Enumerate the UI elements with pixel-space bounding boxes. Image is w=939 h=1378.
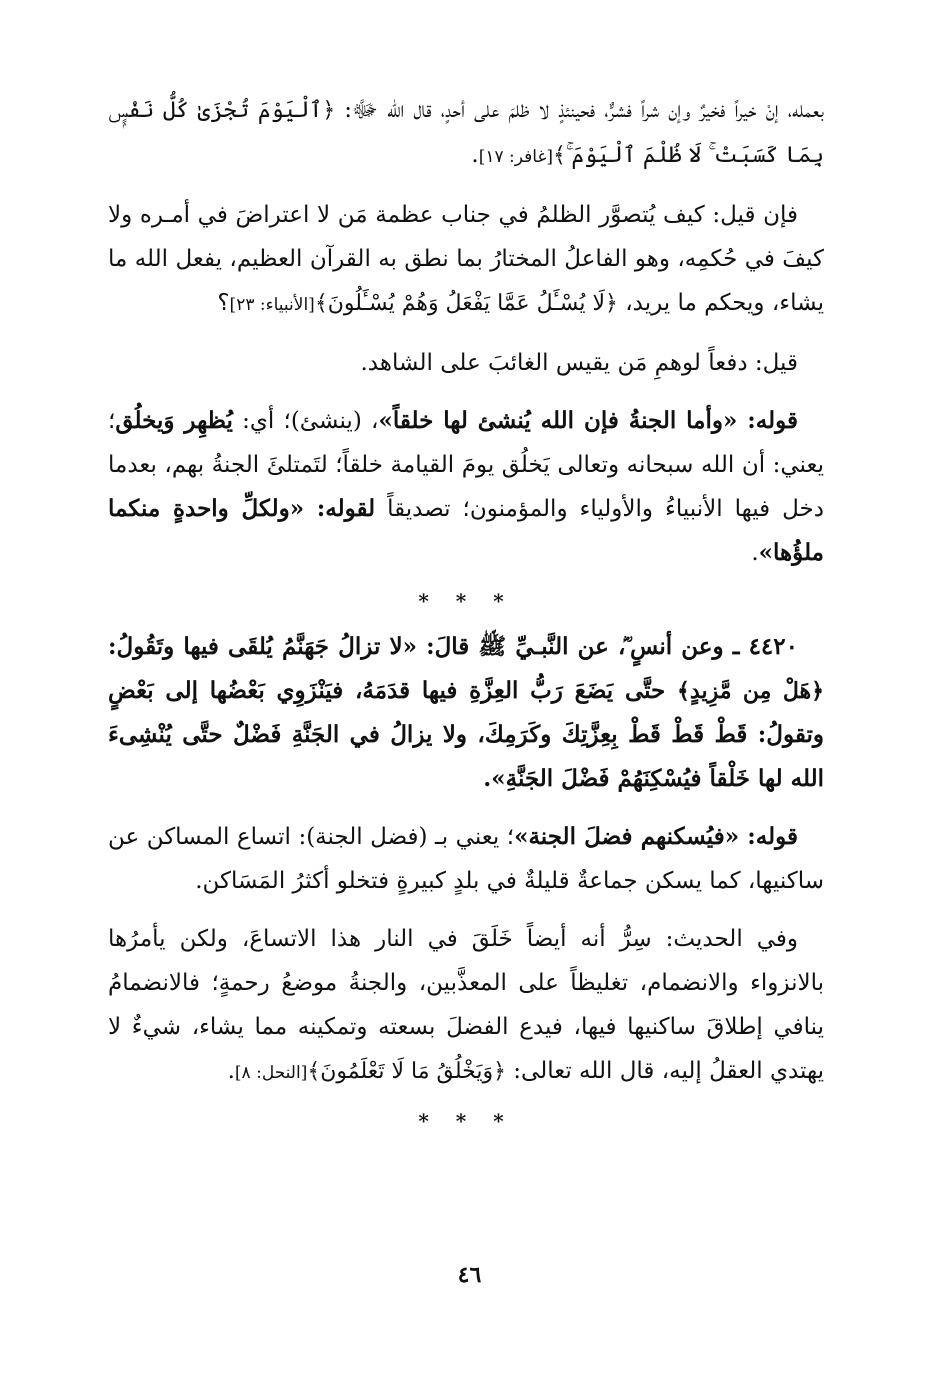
text: وفي الحديث: سِرُّ أنه أيضاً خَلَقَ في النار هذا الاتساعَ، ولكن يأمرُها بالانزواء والانضمام، تغليظاً على المعذَّبين، والجنةُ موضعُ رحمةٍ؛ فالانضمامُ ينافي إطلاقَ ساكنيها فيها، فيدع الفضلَ بسعته وتمكينه مما يشاء، شيءٌ لا يهتدي العقلُ إليه، قال الله تعالى:: [108, 926, 824, 1084]
section-separator: * * *: [418, 589, 514, 613]
text: بعمله، إنْ خيراً فخيرٌ وإن شراً فشرٌّ، فحينئذٍ لا ظلمَ على أحدٍ، قال الله ﷻ:: [335, 97, 824, 123]
hadith-text: حتَّى يَضَعَ رَبُّ العِزَّةِ فيها قدَمَهُ، فيَنْزَوِي بَعْضُها إلى بَعْضٍ وتقولُ: قَطْ قَطْ قَطْ بِعِزَّتِكَ وكَرَمِكَ، ولا يزالُ في الجَنَّةِ فَضْلٌ حتَّى يُنْشِىءَ الله لها خَلْقاً فيُسْكِنَهُمْ فَضْلَ الجَنَّةِ».: [108, 677, 824, 792]
text: ؛ يعني بـ (فضل الجنة): اتساع المساكن عن ساكنيها، كما يسكن جماعةٌ قليلةٌ في بلدٍ كبيرةٍ فتخلو أكثرُ المَسَاكن.: [108, 824, 824, 894]
paragraph-4: [108, 399, 824, 575]
text: قيل: دفعاً لوهمِ مَن يقيس الغائبَ على الشاهد.: [360, 350, 798, 376]
hadith-text: ٤٤٢٠ ـ وعن أنسٍ ؓ، عن النَّبـيِّ ﷺ قالَ: «لا تزالُ جَهَنَّمُ يُلقَى فيها وتَقُولُ:: [108, 633, 798, 660]
quran-verse: ﴿ٱلْيَوْمَ تُجْزَىٰ كُلُّ نَفْسٍۭ بِمَا كَسَبَتْ ۚ لَا ظُلْمَ ٱلْيَوْمَ ۚ﴾: [108, 98, 824, 168]
paragraph-2: [108, 193, 824, 327]
verse-reference: [غافر: ١٧]: [478, 147, 553, 167]
section-separator: * * *: [418, 1109, 514, 1133]
bold-text: يُظهِر وَيخلُق: [115, 407, 233, 434]
text: .: [471, 142, 479, 168]
quran-verse: ﴿لَا يُسْـَٔلُ عَمَّا يَفْعَلُ وَهُمْ يُسْـَٔلُونَ﴾: [314, 291, 618, 316]
hadith-quote: «وأما الجنةُ فإن الله يُنشئ لها خلقاً»: [378, 407, 738, 434]
paragraph-1: [108, 88, 824, 179]
page-number: ٤٦: [457, 1262, 482, 1288]
paragraph-3: [108, 341, 824, 385]
verse-reference: [الأنبياء: ٢٣]: [229, 295, 315, 315]
hadith-quote: لقوله: «ولكلِّ واحدةٍ منكما ملؤُها»: [108, 495, 824, 566]
paragraph-6: [108, 815, 824, 903]
hadith-quote: «فيُسكنهم فضلَ الجنة»: [514, 823, 740, 850]
text: ، (ينشئ)؛ أي:: [232, 408, 379, 434]
commentary-lead: قوله:: [737, 407, 799, 434]
text: .: [751, 540, 759, 566]
quran-verse: ﴿هَلْ مِن مَّزِيدٍ﴾: [677, 678, 824, 704]
text: ؟: [217, 290, 230, 316]
verse-reference: [النحل: ٨]: [234, 1063, 308, 1083]
text: ؛ يعني: أن الله سبحانه وتعالى يَخلُق يومَ القيامة خلقاً؛ لتَمتلئَ الجنةُ بهم، بعدما دخل فيها الأنبياءُ والأولياء والمؤمنون؛ تصديقاً: [108, 408, 825, 522]
hadith-4420: [108, 625, 824, 801]
text: .: [227, 1058, 235, 1084]
quran-verse: ﴿وَيَخْلُقُ مَا لَا تَعْلَمُونَ﴾: [307, 1059, 506, 1084]
commentary-lead: قوله:: [739, 823, 798, 850]
page-body: [108, 88, 824, 1145]
paragraph-7: [108, 917, 824, 1095]
text: فإن قيل: كيف يُتصوَّر الظلمُ في جناب عظمة مَن لا اعتراضَ في أمـره ولا كيفَ في حُكمِه، وهو الفاعلُ المختارُ بما نطق به القرآن العظيم، يفعل الله ما يشاء، ويحكم ما يريد،: [108, 202, 824, 316]
